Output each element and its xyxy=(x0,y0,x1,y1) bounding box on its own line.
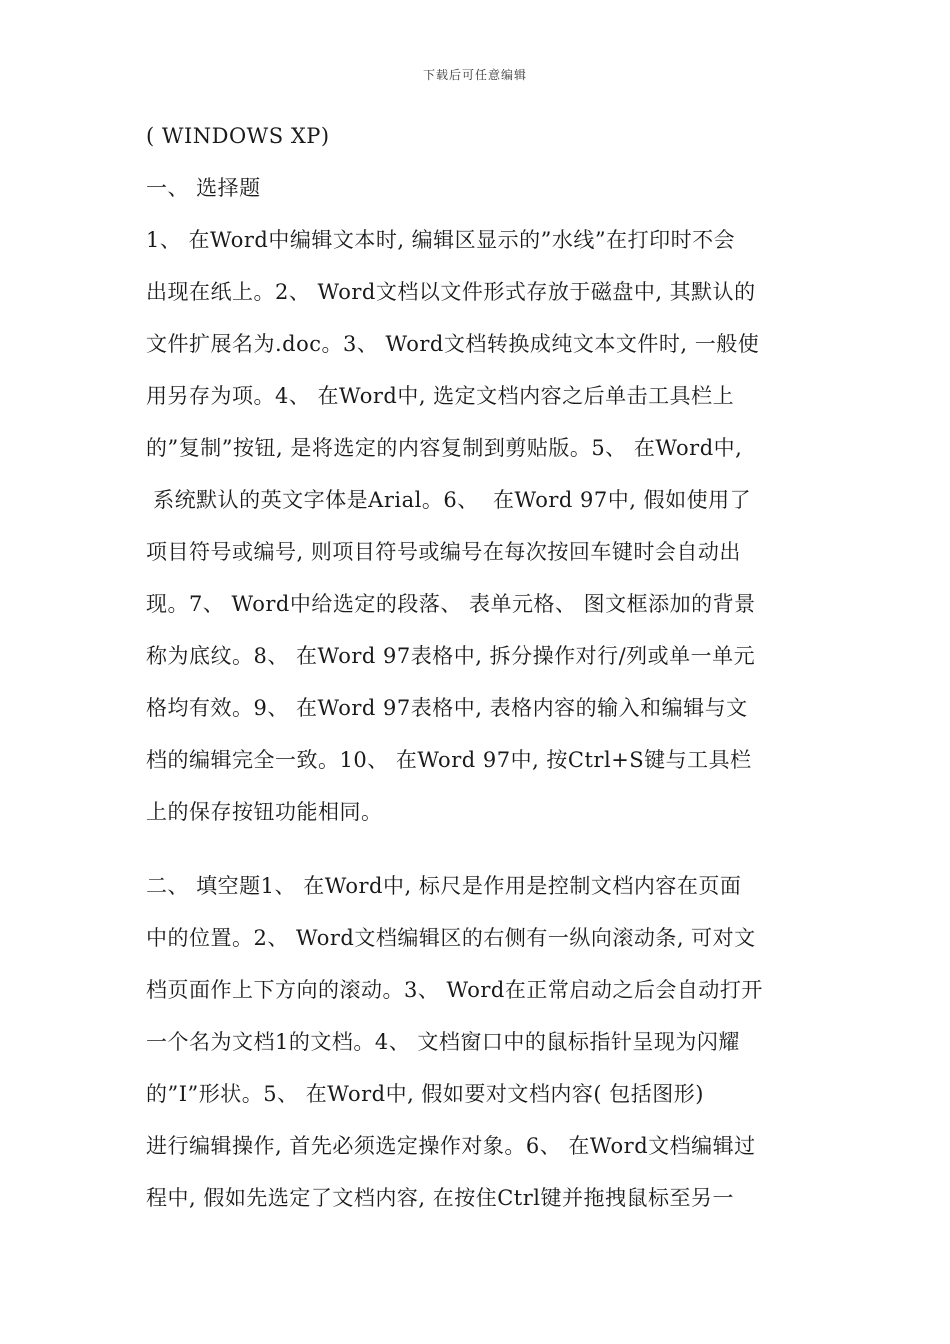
text-line: 程中, 假如先选定了文档内容, 在按住Ctrl键并拖拽鼠标至另一 xyxy=(146,1186,734,1210)
text-line: ( WINDOWS XP) xyxy=(146,124,330,148)
section-heading: 二、 填空题1、 在Word中, 标尺是作用是控制文档内容在页面 xyxy=(146,874,742,898)
text-line: 档的编辑完全一致。10、 在Word 97中, 按Ctrl+S键与工具栏 xyxy=(146,748,752,772)
text-line: 一个名为文档1的文档。4、 文档窗口中的鼠标指针呈现为闪耀 xyxy=(146,1030,740,1054)
text-line: 出现在纸上。2、 Word文档以文件形式存放于磁盘中, 其默认的 xyxy=(146,280,756,304)
text-line: 现。7、 Word中给选定的段落、 表单元格、 图文框添加的背景 xyxy=(146,592,756,616)
text-line: 的”I”形状。5、 在Word中, 假如要对文档内容( 包括图形) xyxy=(146,1082,704,1106)
text-line: 系统默认的英文字体是Arial。6、 在Word 97中, 假如使用了 xyxy=(146,488,752,512)
section-fill-in-questions xyxy=(146,866,816,1230)
section-spacer xyxy=(146,844,816,866)
text-line: 项目符号或编号, 则项目符号或编号在每次按回车键时会自动出 xyxy=(146,540,741,564)
section-choice-questions xyxy=(146,116,816,844)
text-line: 称为底纹。8、 在Word 97表格中, 拆分操作对行/列或单一单元 xyxy=(146,644,756,668)
text-line: 格均有效。9、 在Word 97表格中, 表格内容的输入和编辑与文 xyxy=(146,696,748,720)
document-body xyxy=(146,116,816,1230)
text-line: 的”复制”按钮, 是将选定的内容复制到剪贴版。5、 在Word中, xyxy=(146,436,743,460)
text-line: 1、 在Word中编辑文本时, 编辑区显示的”水线”在打印时不会 xyxy=(146,228,736,252)
text-line: 用另存为项。4、 在Word中, 选定文档内容之后单击工具栏上 xyxy=(146,384,735,408)
text-line: 文件扩展名为.doc。3、 Word文档转换成纯文本文件时, 一般使 xyxy=(146,332,760,356)
section-heading: 一、 选择题 xyxy=(146,176,261,200)
text-line: 进行编辑操作, 首先必须选定操作对象。6、 在Word文档编辑过 xyxy=(146,1134,756,1158)
text-line: 档页面作上下方向的滚动。3、 Word在正常启动之后会自动打开 xyxy=(146,978,763,1002)
text-line: 中的位置。2、 Word文档编辑区的右侧有一纵向滚动条, 可对文 xyxy=(146,926,756,950)
page-header: 下载后可任意编辑 xyxy=(422,68,527,82)
text-line: 上的保存按钮功能相同。 xyxy=(146,800,383,824)
